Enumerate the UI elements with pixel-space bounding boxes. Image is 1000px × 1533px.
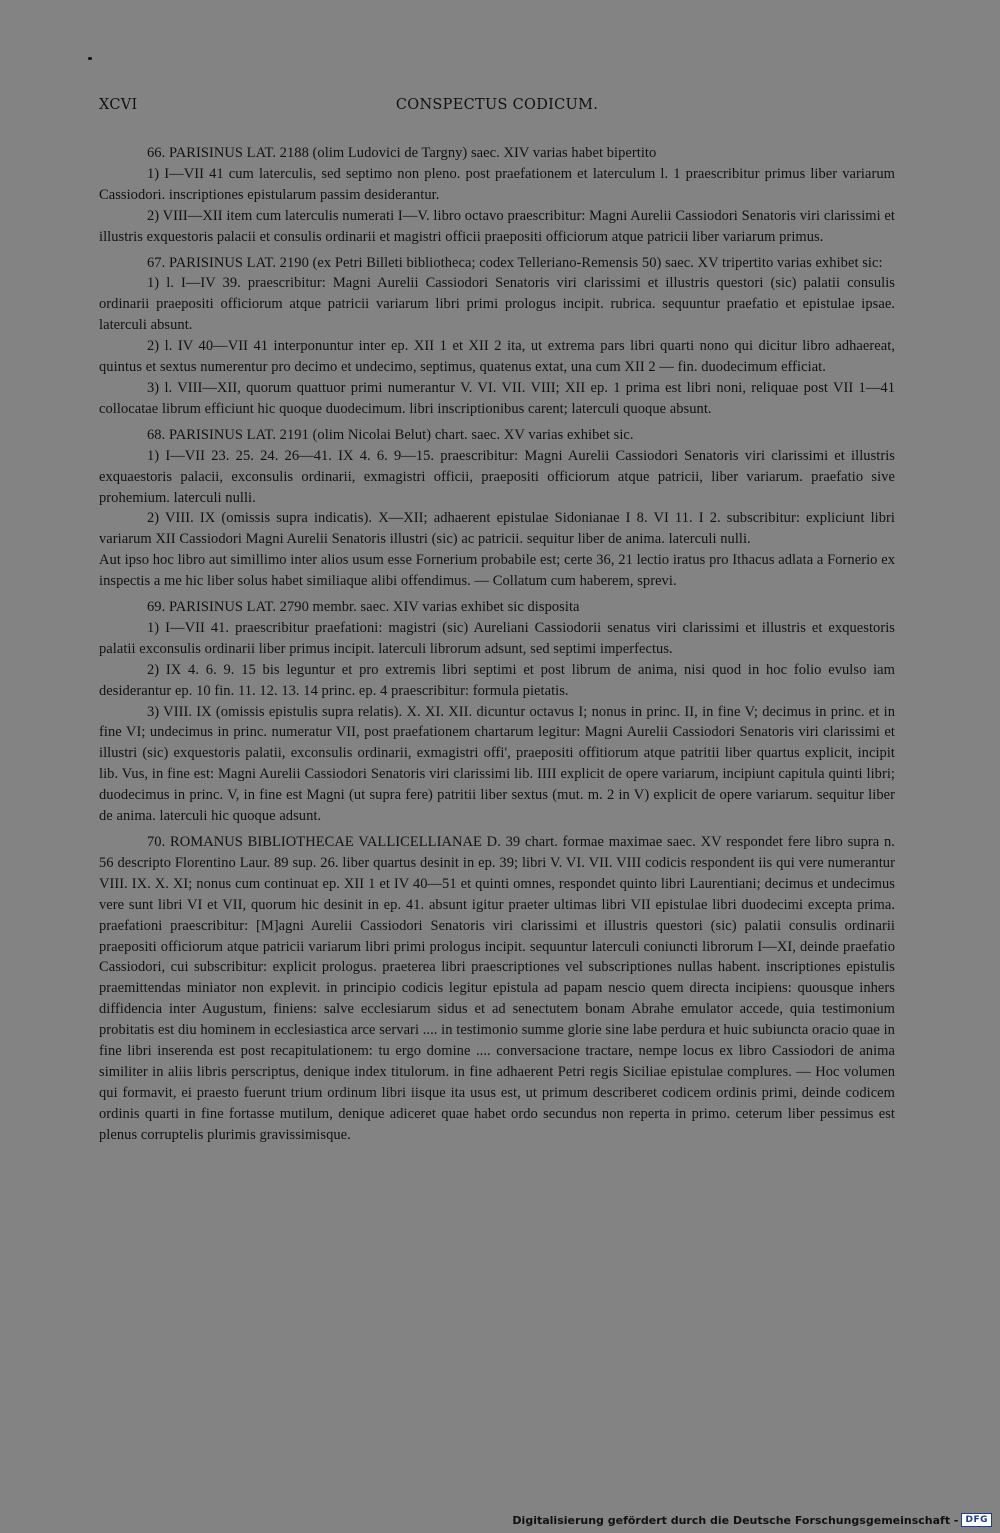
dfg-logo: DFG bbox=[961, 1513, 992, 1527]
entry-69 bbox=[99, 597, 895, 827]
entry-68 bbox=[99, 425, 895, 592]
entry-paragraph: 1) I—VII 41 cum laterculis, sed septimo non pleno. post praefationem et laterculum l. 1 praescribitur primus liber variarum Cassiodori. inscriptiones epistularum passim desiderantur. bbox=[99, 165, 895, 203]
page-title: CONSPECTUS CODICUM. bbox=[395, 97, 599, 113]
entry-70 bbox=[99, 832, 895, 1146]
entry-paragraph: 3) l. VIII—XII, quorum quattuor primi numerantur V. VI. VII. VIII; XII ep. 1 prima est libri noni, reliquae post VII 1—41 collocatae librum efficiunt hic quoque duodecimum. libri inscriptionibus carent; laterculi quoque absunt. bbox=[99, 379, 895, 417]
entry-paragraph: 2) IX 4. 6. 9. 15 bis leguntur et pro extremis libri septimi et post librum de anima, nisi quod in hoc folio evulso iam desiderantur ep. 10 fin. 11. 12. 13. 14 princ. ep. 4 praescribitur: formula pietatis. bbox=[99, 661, 895, 699]
entry-paragraph: 2) VIII. IX (omissis supra indicatis). X—XII; adhaerent epistulae Sidonianae I 8. VI 11. I 2. subscribitur: expliciunt libri variarum XII Cassiodori Magni Aurelii Senatoris illustri (sic) ac patricii. sequitur liber de anima. laterculi nulli. bbox=[99, 510, 895, 548]
entry-paragraph: 1) I—VII 41. praescribitur praefationi: magistri (sic) Aureliani Cassiodorii senatus viri clarissimi et illustris et exquestoris palatii exconsulis ordinarii liber primus incipit. laterculi librorum adsunt, sed septimi imperfectus. bbox=[99, 619, 895, 657]
entry-heading: 66. PARISINUS LAT. 2188 (olim Ludovici de Targny) saec. XIV varias habet bipertito bbox=[147, 145, 657, 161]
entry-heading: 67. PARISINUS LAT. 2190 (ex Petri Billeti bibliotheca; codex Telleriano-Remensis 50) saec. XV tripertito varias exhibet sic: bbox=[147, 254, 883, 271]
entry-heading: 70. ROMANUS BIBLIOTHECAE VALLICELLIANAE D. 39 chart. formae maximae saec. XV respondet fere libro supra n. 56 descripto Florentino Laur. 89 sup. 26. liber quartus desinit in ep. 39; libri V. VI. VII. VIII codicis respondent iis qui vere numerantur VIII. IX. X. XI; nonus cum continuat ep. XII 1 et IV 40—51 et quinti omnes, respondet quinto libri Laurentiani; decimus et undecimus vere sunt libri VI et VII, quorum hic desinit in ep. 41. absunt igitur praeter ultimas libri VII epistulae libri duodecimi excepta prima. praefationi praescribitur: [M]agni Aurelii Cassiodori Senatoris viri clarissimi et illustris questori (sic) palatii consulis ordinarii praepositi officiorum atque patricii variarum libri primi prologus incipit. sequuntur laterculi coniuncti librorum I—XI, deinde praefatio Cassiodori, cui subscribitur: explicit prologus. praeterea libri praescriptiones vel subscriptiones nullas habent. inscriptiones epistulis praemittendas miniator non explevit. in principio codicis legitur epistula ad papam nescio quem directa incipiens: quousque inhers diffidencia inter Augustum, finiens: salve ecclesiarum sidus et ad senectutem bonam Abrahe emulator accede, quia testimonium probitatis est diu hominem in ecclesiastica arce servari .... in testimonio summe glorie sine labe perdura et huic subiuncta oracio quae in fine libri inserenda est post recapitulationem: tu ergo domine .... conversacione tractare, nempe locus ex libro Cassiodori de anima similiter in aliis libris perscriptus, denique index titulorum. in fine adhaerent Petri regis Siciliae epistulae complures. — Hoc volumen qui formavit, ei praesto fuerunt trium ordinum libri iisque ita usus est, ut primum describeret codicem ordinis primi, deinde codicem ordinis quarti in fine fortasse mutilum, denique adiceret quae habet ordo secundus non reperta in primo. ceterum liber pessimus est plenus corruptelis plurimis gravissimisque. bbox=[99, 834, 895, 1143]
entry-heading: 68. PARISINUS LAT. 2191 (olim Nicolai Belut) chart. saec. XV varias exhibet sic. bbox=[147, 426, 634, 443]
entry-paragraph: 2) VIII—XII item cum laterculis numerati I—V. libro octavo praescribitur: Magni Aurelii Cassiodori Senatoris viri clarissimi et illustris exquestoris palacii et consulis ordinarii et magistri officii praepositi officiorum atque patricii liber variarum primus. bbox=[99, 207, 895, 245]
entry-heading: 69. PARISINUS LAT. 2790 membr. saec. XIV varias exhibet sic disposita bbox=[147, 599, 580, 616]
page-header bbox=[99, 97, 895, 119]
entry-paragraph: 1) l. I—IV 39. praescribitur: Magni Aurelii Cassiodori Senatoris viri clarissimi et illustris questori (sic) palatii consulis ordinarii praepositi officiorum atque patricii variarum libri primi prologus incipit. rubrica. sequuntur praefatio et epistulae ipsae. laterculi absunt. bbox=[99, 275, 895, 334]
entry-67 bbox=[99, 253, 895, 420]
page-body bbox=[99, 143, 895, 1151]
page-number: XCVI bbox=[99, 97, 138, 113]
entry-paragraph: 3) VIII. IX (omissis epistulis supra relatis). X. XI. XII. dicuntur octavus I; nonus in princ. II, in fine V; decimus in princ. et in fine VI; undecimus in princ. numeratur VII, post praefationem chartarum legitur: Magni Aurelii Cassiodori Senatoris viri clarissimi et illustri (sic) exquestoris palatii, exconsulis ordinarii, exmagistri offi', praepositi offitiorum atque patritii liber quartus explicit, incipit lib. Vus, in fine est: Magni Aurelii Cassiodori Senatoris viri clarissimi lib. IIII explicit de opere variarum, incipiunt capitula quinti libri; duodecimus in princ. V, in fine est Magni (ut supra fere) patritii liber sextus (mut. m. 2 in V) explicit de opere variarum. sequitur liber de anima. laterculi hic quoque adsunt. bbox=[99, 703, 895, 825]
entry-paragraph: 2) l. IV 40—VII 41 interponuntur inter ep. XII 1 et XII 2 ita, ut extrema pars libri quarti nono qui dicitur libro adhaereat, quintus et sextus numerentur pro decimo et undecimo, septimus, quatenus extat, una cum XII 2 — fin. duodecimum efficiat. bbox=[99, 338, 895, 376]
speck-mark bbox=[88, 57, 92, 60]
footer-text: Digitalisierung gefördert durch die Deutsche Forschungsgemeinschaft - bbox=[512, 1513, 959, 1527]
entry-paragraph: 1) I—VII 23. 25. 24. 26—41. IX 4. 6. 9—15. praescribitur: Magni Aurelii Cassiodori Senatoris viri clarissimi et illustris exquaestoris palacii, exconsulis ordinarii, exmagistri officii, praepositi officiorum atque patricii, liber variarum. praefatio sive prohemium. laterculi nulli. bbox=[99, 447, 895, 506]
entry-note: Aut ipso hoc libro aut simillimo inter alios usum esse Fornerium probabile est; certe 36, 21 lectio iratus pro Ithacus adlata a Fornerio ex inspectis a me hic liber solus habet similiaque alibi offendimus. — Collatum cum haberem, sprevi. bbox=[99, 552, 895, 590]
digitization-footer bbox=[512, 1513, 992, 1527]
entry-66 bbox=[99, 143, 895, 248]
